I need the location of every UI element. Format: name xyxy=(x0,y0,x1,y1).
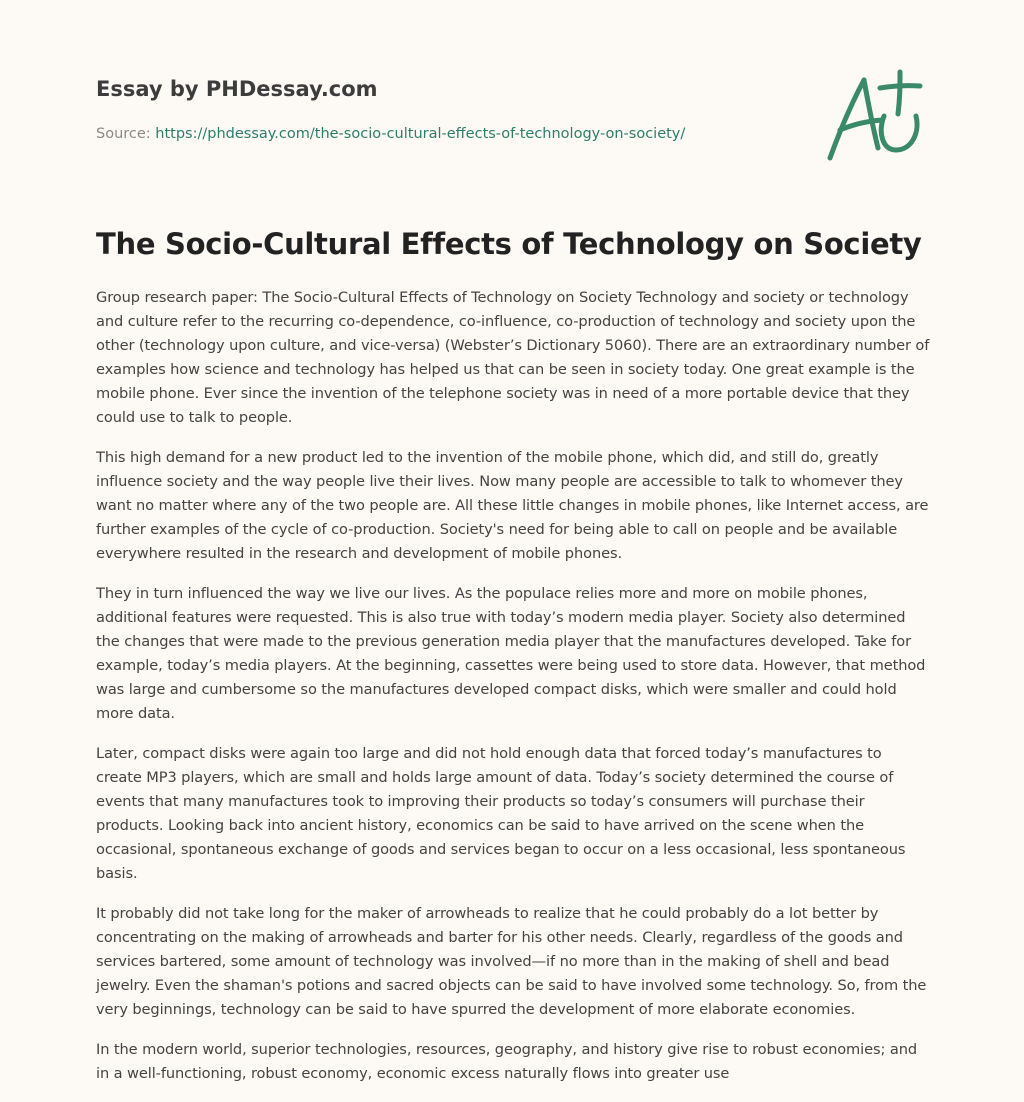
a-plus-logo-icon xyxy=(820,66,930,166)
essay-paragraph: Group research paper: The Socio-Cultural Effects of Technology on Society Technology and society or technology and culture refer to the recurring co-dependence, co-influence, co-production of technology and society upon the other (technology upon culture, and vice-versa) (Webster’s Dictionary 5060). There are an extraordinary number of examples how science and technology has helped us that can be seen in society today. One great example is the mobile phone. Ever since the invention of the telephone society was in need of a more portable device that they could use to talk to people. xyxy=(96,289,930,426)
source-line xyxy=(96,124,796,144)
source-label: Source: xyxy=(96,126,156,142)
essay-paragraph: It probably did not take long for the maker of arrowheads to realize that he could probably do a lot better by concentrating on the making of arrowheads and barter for his other needs. Clearly, regardless of the goods and services bartered, some amount of technology was involved—if no more than in the making of shell and bead jewelry. Even the shaman's potions and sacred objects can be said to have involved some technology. So, from the very beginnings, technology can be said to have spurred the development of more elaborate economies. xyxy=(96,905,927,1018)
essay-body xyxy=(96,286,930,1102)
page-header xyxy=(96,74,796,144)
essay-paragraph: This high demand for a new product led to the invention of the mobile phone, which did, and still do, greatly influence society and the way people live their lives. Now many people are accessible to talk to whomever they want no matter where any of the two people are. All these little changes in mobile phones, like Internet access, are further examples of the cycle of co-production. Society's need for being able to call on people and be available everywhere resulted in the research and development of mobile phones. xyxy=(96,449,929,562)
source-link[interactable]: https://phdessay.com/the-socio-cultural-effects-of-technology-on-society/ xyxy=(155,126,686,142)
essay-paragraph: In the modern world, superior technologies, resources, geography, and history give rise to robust economies; and in a well-functioning, robust economy, economic excess naturally flows into greater use xyxy=(96,1041,918,1082)
site-brand: Essay by PHDessay.com xyxy=(96,77,378,101)
essay-paragraph: They in turn influenced the way we live our lives. As the populace relies more and more on mobile phones, additional features were requested. This is also true with today’s modern media player. Society also determined the changes that were made to the previous generation media player that the manufactures developed. Take for example, today’s media players. At the beginning, cassettes were being used to store data. However, that method was large and cumbersome so the manufactures developed compact disks, which were smaller and could hold more data. xyxy=(96,585,926,722)
essay-paragraph: Later, compact disks were again too large and did not hold enough data that forced today’s manufactures to create MP3 players, which are small and holds large amount of data. Today’s society determined the course of events that many manufactures took to improving their products so today’s consumers will purchase their products. Looking back into ancient history, economics can be said to have arrived on the scene when the occasional, spontaneous exchange of goods and services began to occur on a less occasional, less spontaneous basis. xyxy=(96,745,906,882)
essay-title: The Socio-Cultural Effects of Technology on Society xyxy=(96,227,922,261)
